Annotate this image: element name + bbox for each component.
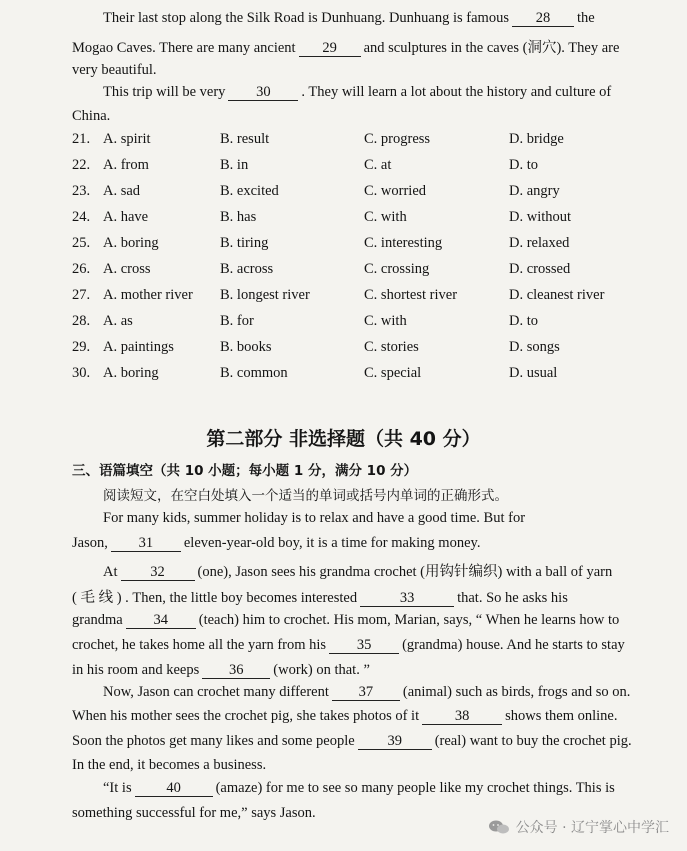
passage2-line7 (72, 662, 652, 679)
passage2-line8 (103, 684, 683, 701)
option-d[interactable]: D. relaxed (509, 235, 570, 251)
passage2-line5 (72, 612, 652, 629)
option-a[interactable]: A. as (103, 313, 133, 329)
text: (animal) such as birds, frogs and so on. (402, 684, 631, 700)
text: ( 毛 线 ) . Then, the little boy becomes interested (72, 590, 358, 606)
text: the (576, 10, 595, 26)
question-number: 24. (72, 209, 91, 225)
text: Now, Jason can crochet many different (103, 684, 329, 700)
question-number: 30. (72, 365, 91, 381)
passage1-line2 (72, 36, 652, 57)
text: (real) want to buy the crochet pig. (434, 733, 632, 749)
option-d[interactable]: D. songs (509, 339, 560, 355)
option-c[interactable]: C. progress (364, 131, 431, 147)
passage1-line5: China. (72, 108, 111, 124)
option-d[interactable]: D. crossed (509, 261, 571, 277)
option-a[interactable]: A. have (103, 209, 149, 225)
question-number: 23. (72, 183, 91, 199)
text: eleven-year-old boy, it is a time for making money. (183, 535, 481, 551)
blank-33: 33 (360, 591, 454, 607)
text: (teach) him to crochet. His mom, Marian, says, “ When he learns how to (198, 612, 620, 628)
text: shows them online. (505, 708, 618, 724)
option-d[interactable]: D. bridge (509, 131, 564, 147)
option-d[interactable]: D. to (509, 313, 538, 329)
option-c[interactable]: C. crossing (364, 261, 430, 277)
text: (one), Jason sees his grandma crochet (用钩针编织) with a ball of yarn (197, 564, 613, 580)
question-number: 21. (72, 131, 91, 147)
option-b[interactable]: B. across (220, 261, 274, 277)
option-b[interactable]: B. longest river (220, 287, 310, 303)
blank-31: 31 (111, 536, 181, 552)
text: grandma (72, 612, 123, 628)
option-b[interactable]: B. result (220, 131, 270, 147)
passage2-line12 (103, 780, 683, 797)
blank-37: 37 (332, 685, 400, 701)
blank-38: 38 (422, 709, 502, 725)
blank-39: 39 (358, 734, 432, 750)
passage2-line1: For many kids, summer holiday is to relax and have a good time. But for (103, 510, 526, 526)
part2-title: 第二部分 非选择题（共 40 分） (206, 428, 481, 450)
question-number: 22. (72, 157, 91, 173)
option-b[interactable]: B. common (220, 365, 288, 381)
option-a[interactable]: A. boring (103, 235, 159, 251)
text: (amaze) for me to see so many people like my crochet things. This is (215, 780, 615, 796)
option-a[interactable]: A. paintings (103, 339, 174, 355)
passage2-line6 (72, 637, 652, 654)
section3-title: 三、语篇填空（共 10 小题；每小题 1 分，满分 10 分） (72, 463, 418, 479)
option-c[interactable]: C. special (364, 365, 422, 381)
option-c[interactable]: C. shortest river (364, 287, 458, 303)
text: that. So he asks his (457, 590, 568, 606)
option-c[interactable]: C. with (364, 313, 407, 329)
blank-30: 30 (228, 85, 298, 101)
text: When his mother sees the crochet pig, she takes photos of it (72, 708, 420, 724)
passage1-line4 (103, 84, 683, 101)
text: crochet, he takes home all the yarn from his (72, 637, 327, 653)
option-b[interactable]: B. tiring (220, 235, 269, 251)
passage2-line9 (72, 708, 652, 725)
option-d[interactable]: D. usual (509, 365, 558, 381)
question-number: 26. (72, 261, 91, 277)
option-b[interactable]: B. in (220, 157, 249, 173)
option-c[interactable]: C. with (364, 209, 407, 225)
passage2-line4 (72, 586, 652, 607)
passage1-line1 (103, 10, 683, 27)
blank-40: 40 (135, 781, 213, 797)
option-d[interactable]: D. cleanest river (509, 287, 605, 303)
blank-36: 36 (202, 663, 270, 679)
option-a[interactable]: A. boring (103, 365, 159, 381)
question-number: 28. (72, 313, 91, 329)
blank-32: 32 (121, 565, 195, 581)
option-a[interactable]: A. spirit (103, 131, 151, 147)
question-number: 29. (72, 339, 91, 355)
text: in his room and keeps (72, 662, 200, 678)
text: (grandma) house. And he starts to stay (402, 637, 625, 653)
option-b[interactable]: B. books (220, 339, 272, 355)
question-row (72, 131, 672, 151)
option-a[interactable]: A. cross (103, 261, 151, 277)
question-number: 27. (72, 287, 91, 303)
option-c[interactable]: C. stories (364, 339, 419, 355)
text: . They will learn a lot about the history and culture of (301, 84, 612, 100)
instruction: 阅读短文，在空白处填入一个适当的单词或括号内单词的正确形式。 (103, 488, 508, 504)
option-d[interactable]: D. without (509, 209, 572, 225)
option-a[interactable]: A. from (103, 157, 149, 173)
passage2-line2 (72, 535, 652, 552)
question-row (72, 365, 672, 385)
option-b[interactable]: B. has (220, 209, 257, 225)
text: (work) on that. ” (273, 662, 370, 678)
watermark (488, 817, 669, 837)
option-d[interactable]: D. to (509, 157, 538, 173)
question-row (72, 157, 672, 177)
question-row (72, 287, 672, 307)
blank-35: 35 (329, 638, 399, 654)
passage2-line10 (72, 733, 652, 750)
passage2-line13: something successful for me,” says Jason. (72, 805, 316, 821)
text: “It is (103, 780, 132, 796)
question-row (72, 235, 672, 255)
option-c[interactable]: C. interesting (364, 235, 443, 251)
passage1-line3: very beautiful. (72, 62, 157, 78)
question-row (72, 183, 672, 203)
option-d[interactable]: D. angry (509, 183, 560, 199)
question-row (72, 261, 672, 281)
passage2-line3 (103, 560, 683, 581)
text: Jason, (72, 535, 108, 551)
option-c[interactable]: C. at (364, 157, 392, 173)
option-b[interactable]: B. excited (220, 183, 279, 199)
text: Their last stop along the Silk Road is Dunhuang. Dunhuang is famous (103, 10, 509, 26)
text: This trip will be very (103, 84, 226, 100)
text: Mogao Caves. There are many ancient (72, 40, 296, 56)
blank-29: 29 (299, 41, 361, 57)
passage2-line11: In the end, it becomes a business. (72, 757, 267, 773)
option-b[interactable]: B. for (220, 313, 254, 329)
option-c[interactable]: C. worried (364, 183, 427, 199)
question-number: 25. (72, 235, 91, 251)
question-row (72, 313, 672, 333)
blank-34: 34 (126, 613, 196, 629)
watermark-text: 公众号 · 辽宁掌心中学汇 (515, 820, 669, 836)
text: At (103, 564, 118, 580)
wechat-icon (488, 819, 510, 835)
question-row (72, 209, 672, 229)
text: and sculptures in the caves (洞穴). They are (363, 40, 620, 56)
blank-28: 28 (512, 11, 574, 27)
option-a[interactable]: A. sad (103, 183, 141, 199)
question-row (72, 339, 672, 359)
option-a[interactable]: A. mother river (103, 287, 193, 303)
text: Soon the photos get many likes and some people (72, 733, 355, 749)
